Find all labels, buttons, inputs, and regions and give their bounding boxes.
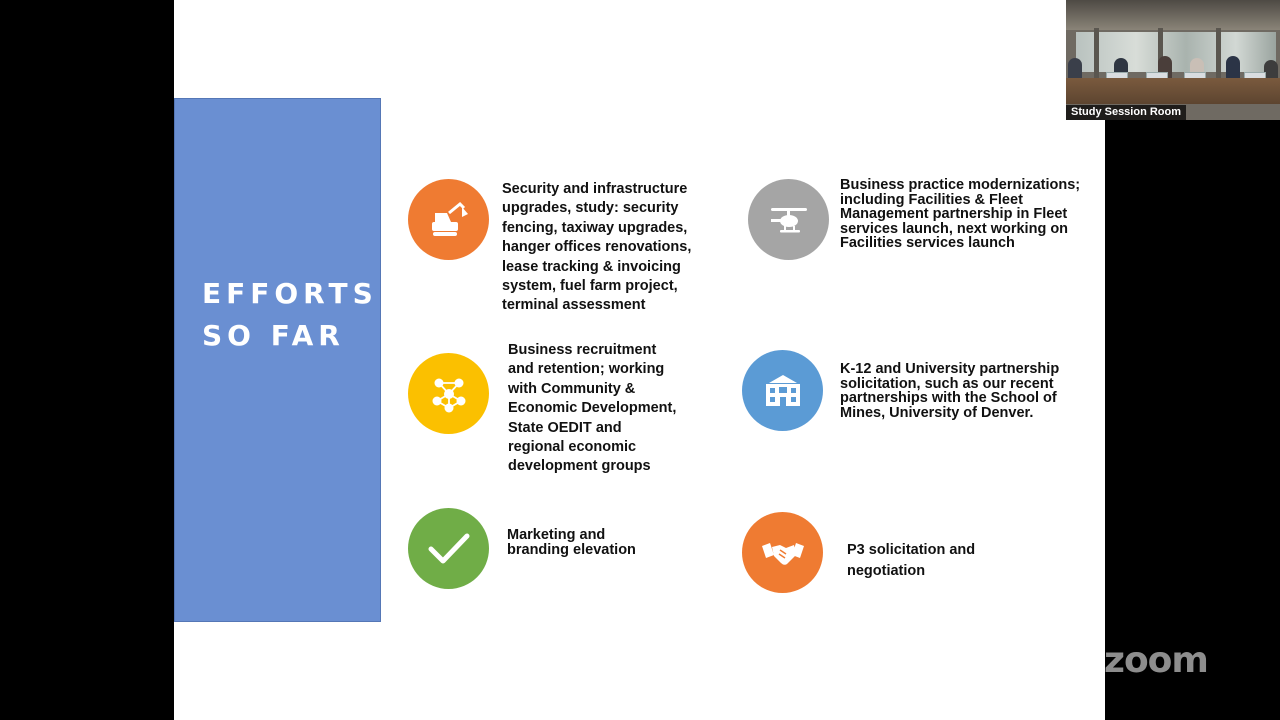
item-text-partnerships: K-12 and University partnership solicitation, such as our recent partnerships with the School of Mines, University of Denver. xyxy=(840,361,1060,421)
video-windows xyxy=(1076,32,1276,72)
item-text-p3: P3 solicitation and negotiation xyxy=(847,542,976,579)
item-text-marketing: Marketing and branding elevation xyxy=(507,527,636,558)
video-desk xyxy=(1066,78,1280,104)
video-beam xyxy=(1216,28,1221,84)
video-ceiling xyxy=(1066,0,1280,30)
participant-video-tile[interactable] xyxy=(1066,0,1280,120)
checkmark-icon xyxy=(408,508,489,589)
presentation-slide xyxy=(174,0,1105,720)
school-icon xyxy=(742,350,823,431)
network-icon xyxy=(408,353,489,434)
participant-name-label: Study Session Room xyxy=(1066,105,1186,120)
helicopter-icon xyxy=(748,179,829,260)
item-text-business-recruitment: Business recruitment and retention; working with Community & Economic Development, State OEDIT and regional economic development groups xyxy=(508,342,677,475)
item-text-security: Security and infrastructure upgrades, study: security fencing, taxiway upgrades, hanger offices renovations, lease tracking & invoicing system, fuel farm project, terminal assessment xyxy=(502,181,692,314)
slide-title: EFFORTS SO FAR xyxy=(202,277,378,352)
zoom-watermark: zoom xyxy=(1104,640,1208,681)
excavator-icon xyxy=(408,179,489,260)
handshake-icon xyxy=(742,512,823,593)
video-beam xyxy=(1094,28,1099,84)
side-panel xyxy=(174,98,381,622)
item-text-business-practice: Business practice modernizations; including Facilities & Fleet Management partnership in Fleet services launch, next working on Facilities services launch xyxy=(840,177,1081,252)
